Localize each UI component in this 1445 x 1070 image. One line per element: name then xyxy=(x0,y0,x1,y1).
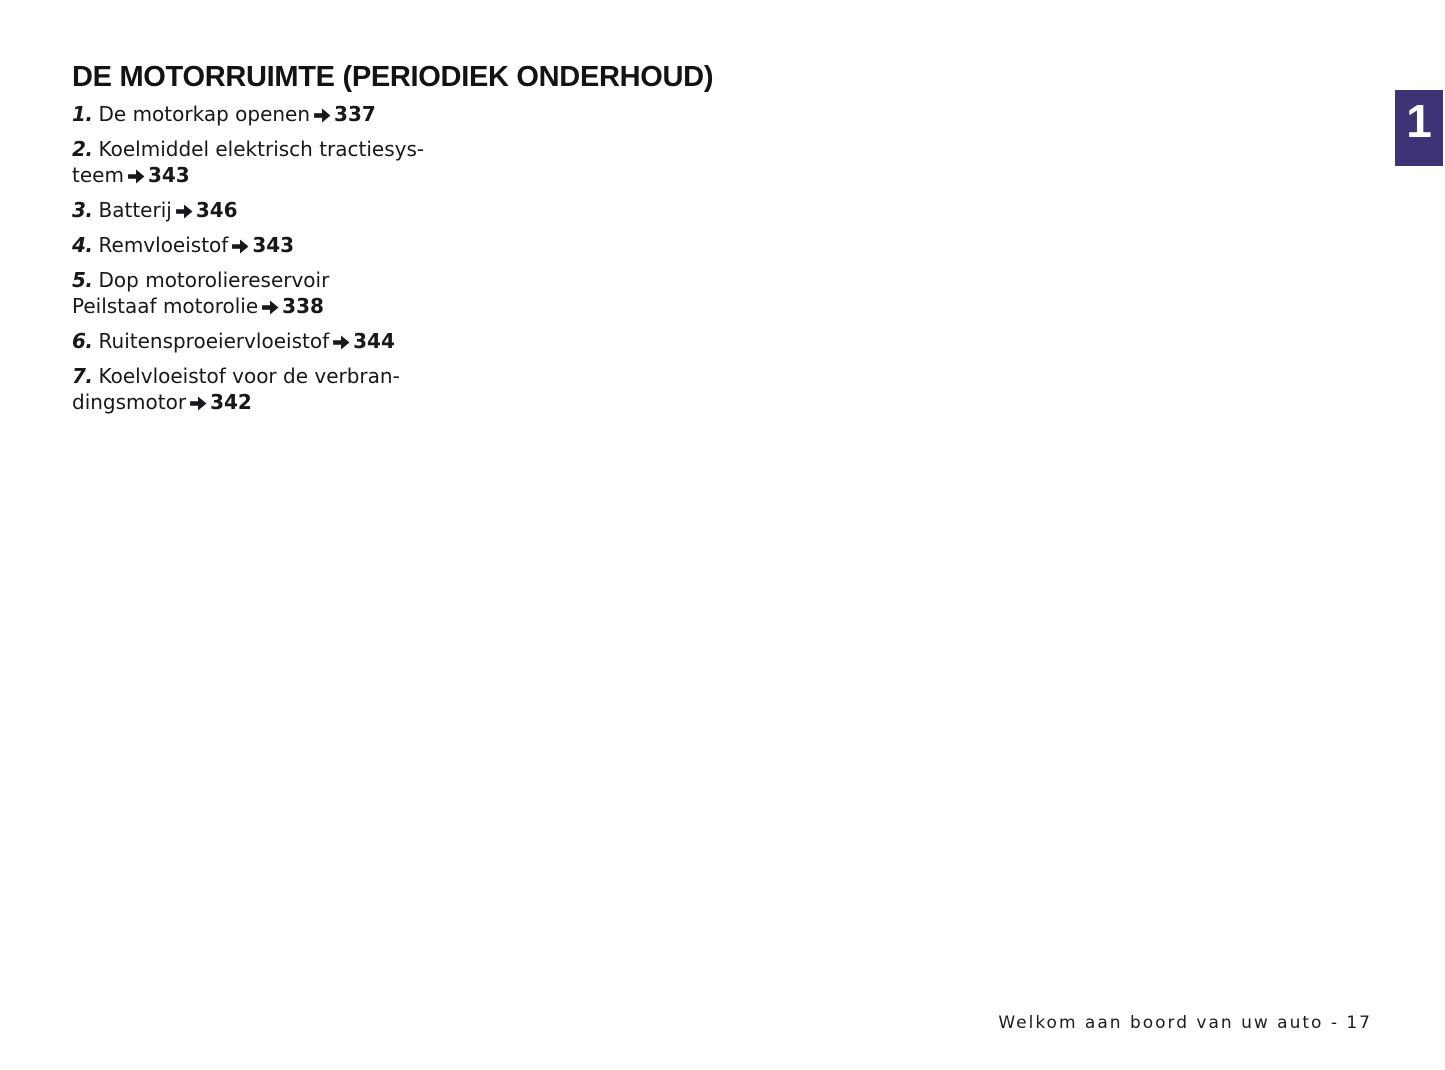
item-text-continued: teem xyxy=(72,163,124,187)
chapter-number: 1 xyxy=(1406,95,1432,147)
page-reference[interactable] xyxy=(330,329,395,353)
list-item xyxy=(72,136,512,188)
item-text: Koelmiddel elektrisch tractiesys- xyxy=(98,137,425,161)
engine-bay-items-list xyxy=(72,101,512,424)
list-item xyxy=(72,232,512,258)
arrow-right-icon xyxy=(333,335,350,350)
item-text: De motorkap openen xyxy=(98,102,311,126)
arrow-right-icon xyxy=(262,300,279,315)
item-text: Ruitensproeiervloeistof xyxy=(98,329,330,353)
chapter-tab xyxy=(1395,90,1443,166)
item-text-continued: Peilstaaf motorolie xyxy=(72,294,259,318)
list-item xyxy=(72,101,512,127)
item-text: Remvloeistof xyxy=(98,233,229,257)
page-reference[interactable] xyxy=(311,102,376,126)
list-item xyxy=(72,267,512,319)
item-text: Batterij xyxy=(98,198,172,222)
arrow-right-icon xyxy=(190,396,207,411)
item-number: 4. xyxy=(72,233,93,257)
page-number: 337 xyxy=(334,102,376,126)
item-number: 6. xyxy=(72,329,93,353)
page-footer: Welkom aan boord van uw auto - 17 xyxy=(998,1013,1372,1033)
page-number: 342 xyxy=(210,390,252,414)
item-text: Dop motoroliereservoir xyxy=(98,268,330,292)
item-text: Koelvloeistof voor de verbran- xyxy=(98,364,400,388)
arrow-right-icon xyxy=(314,108,331,123)
item-number: 3. xyxy=(72,198,93,222)
page-title: DE MOTORRUIMTE (PERIODIEK ONDERHOUD) xyxy=(72,61,714,94)
page-number: 338 xyxy=(282,294,324,318)
page-number: 343 xyxy=(147,163,190,187)
list-item xyxy=(72,197,512,223)
page-reference[interactable] xyxy=(125,163,190,187)
item-text-continued: dingsmotor xyxy=(72,390,187,414)
list-item xyxy=(72,363,512,415)
item-number: 2. xyxy=(72,137,93,161)
page-number: 344 xyxy=(353,329,395,353)
page-number: 346 xyxy=(195,198,238,222)
page-reference[interactable] xyxy=(229,233,294,257)
page-reference[interactable] xyxy=(259,294,324,318)
item-number: 7. xyxy=(72,364,93,388)
item-number: 1. xyxy=(72,102,93,126)
item-number: 5. xyxy=(72,268,93,292)
arrow-right-icon xyxy=(176,204,193,219)
page-number: 343 xyxy=(252,233,295,257)
page-reference[interactable] xyxy=(187,390,252,414)
list-item xyxy=(72,328,512,354)
page-reference[interactable] xyxy=(173,198,238,222)
arrow-right-icon xyxy=(128,169,145,184)
arrow-right-icon xyxy=(232,239,249,254)
